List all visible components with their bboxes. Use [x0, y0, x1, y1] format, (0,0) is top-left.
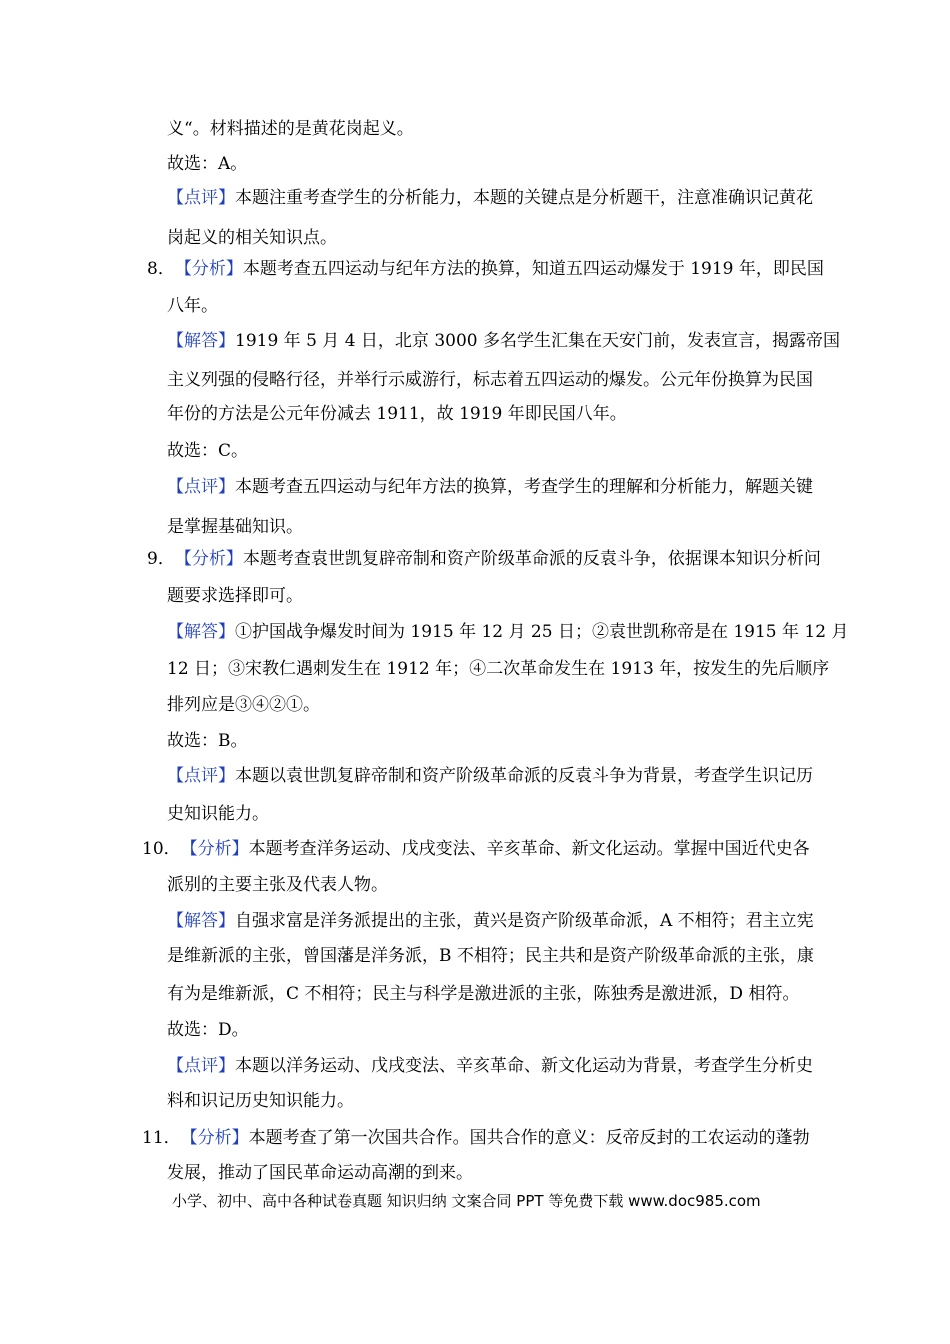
- line-text: 史知识能力。: [167, 804, 269, 824]
- text-line: [167, 658, 829, 680]
- line-text: 1919 年 5 月 4 日，北京 3000 多名学生汇集在天安门前，发表宣言，揭露帝国: [235, 331, 840, 351]
- section-tag: 【解答】: [167, 622, 235, 642]
- line-text: 八年。: [167, 296, 218, 316]
- text-line: [167, 516, 303, 538]
- text-line: [167, 1090, 354, 1112]
- line-text: 本题以洋务运动、戊戌变法、辛亥革命、新文化运动为背景，考查学生分析史: [235, 1056, 813, 1076]
- line-text: 故选：B。: [167, 731, 248, 751]
- text-line: [167, 945, 814, 967]
- line-text: 自强求富是洋务派提出的主张，黄兴是资产阶级革命派，A 不相符；君主立宪: [235, 911, 814, 931]
- text-line: [167, 153, 247, 175]
- line-text: 主义列强的侵略行径，并举行示威游行，标志着五四运动的爆发。公元年份换算为民国: [167, 370, 813, 390]
- line-text: 本题考查五四运动与纪年方法的换算，考查学生的理解和分析能力，解题关键: [235, 477, 813, 497]
- line-text: 岗起义的相关知识点。: [167, 228, 337, 248]
- text-line: [167, 1162, 473, 1184]
- text-line: [167, 874, 388, 896]
- line-text: 发展，推动了国民革命运动高潮的到来。: [167, 1163, 473, 1183]
- text-line: [167, 403, 627, 425]
- line-text: 故选：C。: [167, 441, 249, 461]
- text-line: [147, 548, 821, 570]
- section-tag: 【点评】: [167, 766, 235, 786]
- line-text: 本题考查洋务运动、戊戌变法、辛亥革命、新文化运动。掌握中国近代史各: [248, 839, 810, 859]
- line-text: 本题考查五四运动与纪年方法的换算，知道五四运动爆发于 1919 年，即民国: [242, 259, 824, 279]
- text-line: [167, 585, 303, 607]
- text-line: [167, 227, 337, 249]
- text-line: [142, 1127, 810, 1149]
- line-text: ①护国战争爆发时间为 1915 年 12 月 25 日；②袁世凯称帝是在 1915 年 12 月: [235, 622, 849, 642]
- section-tag: 【点评】: [167, 188, 235, 208]
- text-line: [167, 910, 814, 932]
- line-text: 排列应是③④②①。: [167, 695, 320, 715]
- text-line: [167, 730, 248, 752]
- text-line: [167, 621, 848, 643]
- text-line: [167, 694, 320, 716]
- line-text: 故选：A。: [167, 154, 248, 174]
- section-tag: 【分析】: [180, 1128, 249, 1148]
- item-number: 11．: [142, 1128, 181, 1148]
- line-text: 有为是维新派，C 不相符；民主与科学是激进派的主张，陈独秀是激进派，D 相符。: [167, 984, 800, 1004]
- footer-note: 小学、初中、高中各种试卷真题 知识归纳 文案合同 PPT 等免费下载 www.doc985.com: [172, 1192, 761, 1210]
- line-text: 义“。材料描述的是黄花岗起义。: [167, 119, 414, 139]
- section-tag: 【分析】: [180, 839, 249, 859]
- text-line: [167, 1019, 249, 1041]
- text-line: [167, 983, 799, 1005]
- line-text: 年份的方法是公元年份减去 1911，故 1919 年即民国八年。: [167, 404, 627, 424]
- text-line: [167, 118, 414, 140]
- text-line: [147, 258, 824, 280]
- section-tag: 【解答】: [167, 911, 235, 931]
- line-text: 本题注重考查学生的分析能力，本题的关键点是分析题干，注意准确识记黄花: [235, 188, 813, 208]
- line-text: 是掌握基础知识。: [167, 517, 303, 537]
- line-text: 料和识记历史知识能力。: [167, 1091, 354, 1111]
- text-line: [167, 803, 269, 825]
- section-tag: 【分析】: [174, 549, 243, 569]
- text-line: [167, 476, 813, 498]
- text-line: [167, 1055, 813, 1077]
- text-line: [167, 765, 813, 787]
- text-line: [167, 187, 813, 209]
- line-text: 本题考查袁世凯复辟帝制和资产阶级革命派的反袁斗争，依据课本知识分析问: [242, 549, 821, 569]
- line-text: 本题考查了第一次国共合作。国共合作的意义：反帝反封的工农运动的蓬勃: [248, 1128, 810, 1148]
- text-line: [167, 369, 813, 391]
- section-tag: 【解答】: [167, 331, 235, 351]
- line-text: 派别的主要主张及代表人物。: [167, 875, 388, 895]
- line-text: 题要求选择即可。: [167, 586, 303, 606]
- section-tag: 【点评】: [167, 1056, 235, 1076]
- line-text: 12 日；③宋教仁遇刺发生在 1912 年；④二次革命发生在 1913 年，按发生的先后顺序: [167, 659, 830, 679]
- line-text: 是维新派的主张，曾国藩是洋务派，B 不相符；民主共和是资产阶级革命派的主张，康: [167, 946, 814, 966]
- line-text: 故选：D。: [167, 1020, 249, 1040]
- section-tag: 【分析】: [174, 259, 243, 279]
- line-text: 本题以袁世凯复辟帝制和资产阶级革命派的反袁斗争为背景，考查学生识记历: [235, 766, 813, 786]
- text-line: [142, 838, 810, 860]
- section-tag: 【点评】: [167, 477, 235, 497]
- text-line: [167, 295, 218, 317]
- item-number: 8．: [147, 259, 175, 279]
- text-line: [167, 440, 248, 462]
- text-line: [167, 330, 840, 352]
- item-number: 9．: [147, 549, 175, 569]
- item-number: 10．: [142, 839, 181, 859]
